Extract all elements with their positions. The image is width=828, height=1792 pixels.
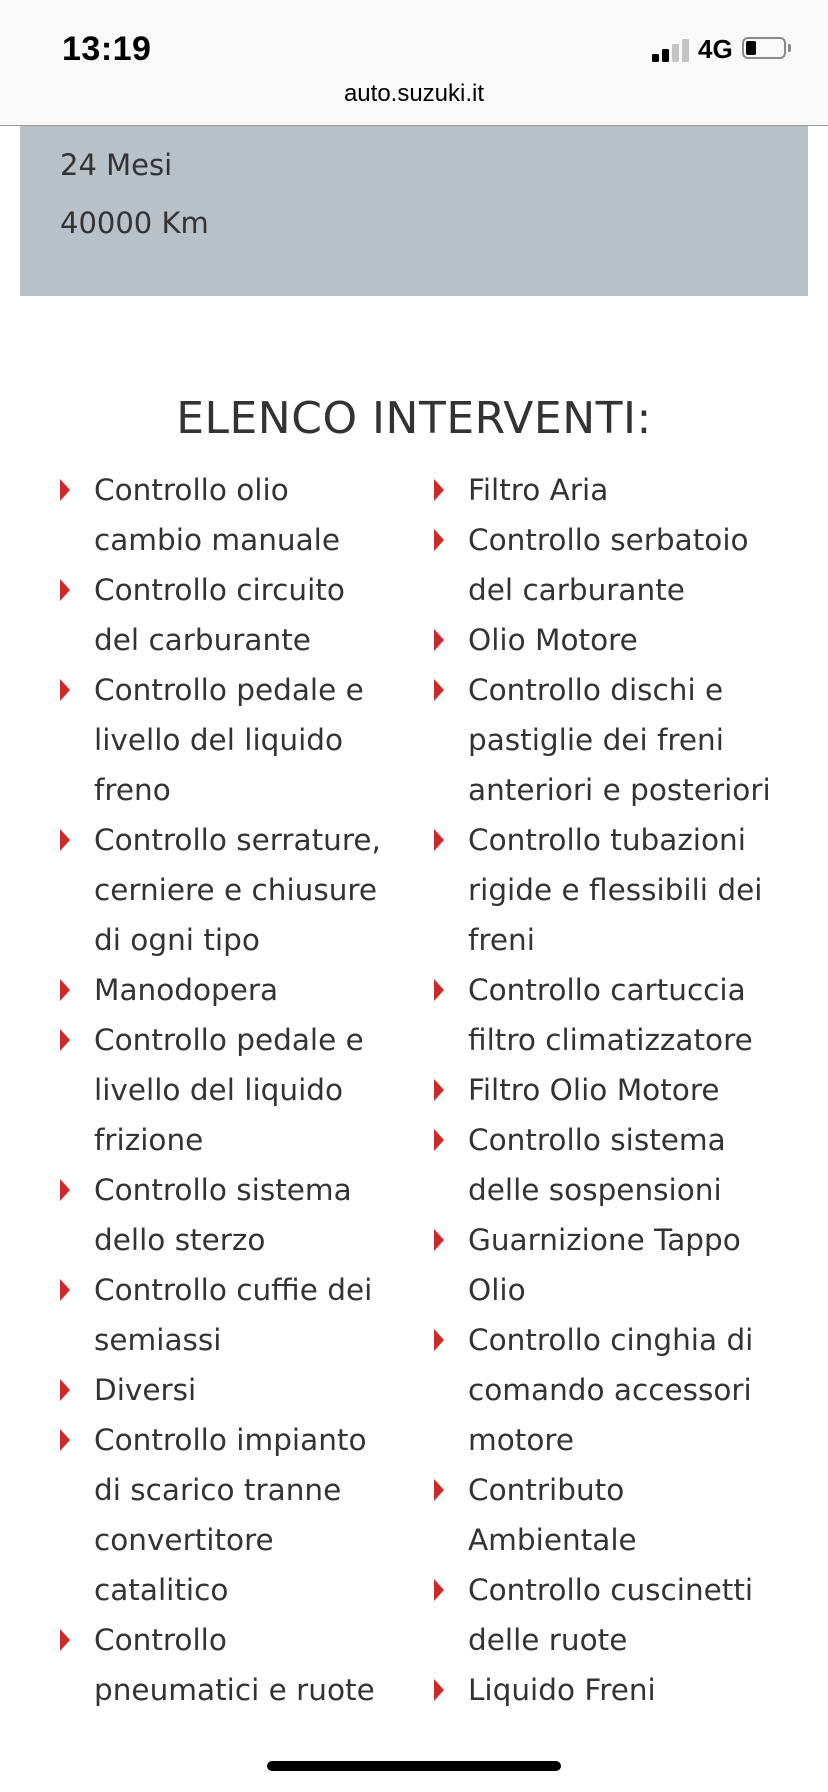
warranty-distance: 40000 Km [60, 206, 209, 240]
intervention-item [58, 815, 398, 965]
intervention-label: Manodopera [94, 973, 279, 1007]
intervention-label: Controllo pedale e livello del liquido frizione [94, 1023, 364, 1157]
intervention-item [58, 665, 398, 815]
bullet-arrow-icon [60, 579, 70, 601]
intervention-label: Controllo cuffie dei semiassi [94, 1273, 373, 1357]
bullet-arrow-icon [60, 1429, 70, 1451]
intervention-item [432, 515, 772, 615]
home-indicator[interactable] [267, 1761, 561, 1771]
intervention-item [432, 1215, 772, 1315]
intervention-item [432, 1565, 772, 1665]
intervention-item [432, 465, 772, 515]
intervention-item [432, 965, 772, 1065]
bullet-arrow-icon [434, 1479, 444, 1501]
bullet-arrow-icon [434, 979, 444, 1001]
bullet-arrow-icon [434, 529, 444, 551]
url-bar[interactable]: auto.suzuki.it [343, 80, 485, 107]
bullet-arrow-icon [60, 1379, 70, 1401]
bullet-arrow-icon [60, 679, 70, 701]
intervention-item [58, 465, 398, 565]
interventions-heading: ELENCO INTERVENTI: [176, 393, 652, 444]
intervention-label: Controllo dischi e pastiglie dei freni anteriori e posteriori [468, 673, 771, 807]
interventions-list-right [432, 465, 772, 1715]
intervention-label: Controllo pedale e livello del liquido freno [94, 673, 364, 807]
cellular-signal-icon [652, 38, 690, 62]
bullet-arrow-icon [60, 1029, 70, 1051]
intervention-item [432, 665, 772, 815]
intervention-label: Controllo pneumatici e ruote [94, 1623, 375, 1707]
intervention-item [58, 1165, 398, 1265]
bullet-arrow-icon [434, 1579, 444, 1601]
intervention-label: Filtro Olio Motore [468, 1073, 720, 1107]
intervention-item [58, 565, 398, 665]
intervention-label: Controllo serrature, cerniere e chiusure di ogni tipo [94, 823, 381, 957]
bullet-arrow-icon [434, 1329, 444, 1351]
intervention-item [432, 1065, 772, 1115]
intervention-item [432, 1465, 772, 1565]
bullet-arrow-icon [60, 979, 70, 1001]
intervention-item [58, 1265, 398, 1365]
intervention-label: Controllo cinghia di comando accessori motore [468, 1323, 754, 1457]
bullet-arrow-icon [434, 829, 444, 851]
status-bar [0, 0, 828, 126]
intervention-label: Diversi [94, 1373, 197, 1407]
bullet-arrow-icon [434, 1129, 444, 1151]
battery-cap [788, 44, 791, 52]
intervention-label: Controllo cartuccia filtro climatizzatore [468, 973, 753, 1057]
intervention-label: Olio Motore [468, 623, 638, 657]
intervention-label: Controllo circuito del carburante [94, 573, 345, 657]
network-type: 4G [698, 34, 733, 64]
bullet-arrow-icon [60, 479, 70, 501]
intervention-item [58, 965, 398, 1015]
intervention-label: Contributo Ambientale [468, 1473, 637, 1557]
bullet-arrow-icon [60, 1179, 70, 1201]
warranty-info-box [20, 126, 808, 296]
bullet-arrow-icon [434, 479, 444, 501]
status-time: 13:19 [62, 30, 152, 68]
warranty-duration: 24 Mesi [60, 148, 173, 182]
intervention-label: Controllo olio cambio manuale [94, 473, 341, 557]
intervention-label: Filtro Aria [468, 473, 609, 507]
bullet-arrow-icon [434, 1229, 444, 1251]
intervention-label: Controllo sistema dello sterzo [94, 1173, 352, 1257]
intervention-item [432, 615, 772, 665]
intervention-label: Controllo serbatoio del carburante [468, 523, 749, 607]
intervention-item [58, 1365, 398, 1415]
bullet-arrow-icon [60, 1629, 70, 1651]
intervention-item [432, 815, 772, 965]
intervention-item [432, 1665, 772, 1715]
intervention-label: Controllo tubazioni rigide e flessibili dei freni [468, 823, 763, 957]
bullet-arrow-icon [434, 1679, 444, 1701]
bullet-arrow-icon [434, 679, 444, 701]
bullet-arrow-icon [434, 629, 444, 651]
bullet-arrow-icon [60, 829, 70, 851]
intervention-item [432, 1315, 772, 1465]
bullet-arrow-icon [60, 1279, 70, 1301]
intervention-item [432, 1115, 772, 1215]
intervention-label: Guarnizione Tappo Olio [468, 1223, 741, 1307]
intervention-label: Controllo impianto di scarico tranne convertitore catalitico [94, 1423, 367, 1607]
intervention-item [58, 1615, 398, 1715]
intervention-label: Controllo cuscinetti delle ruote [468, 1573, 754, 1657]
battery-icon [742, 37, 786, 59]
intervention-item [58, 1415, 398, 1615]
intervention-label: Controllo sistema delle sospensioni [468, 1123, 726, 1207]
interventions-list-left [58, 465, 398, 1715]
intervention-label: Liquido Freni [468, 1673, 656, 1707]
bullet-arrow-icon [434, 1079, 444, 1101]
intervention-item [58, 1015, 398, 1165]
